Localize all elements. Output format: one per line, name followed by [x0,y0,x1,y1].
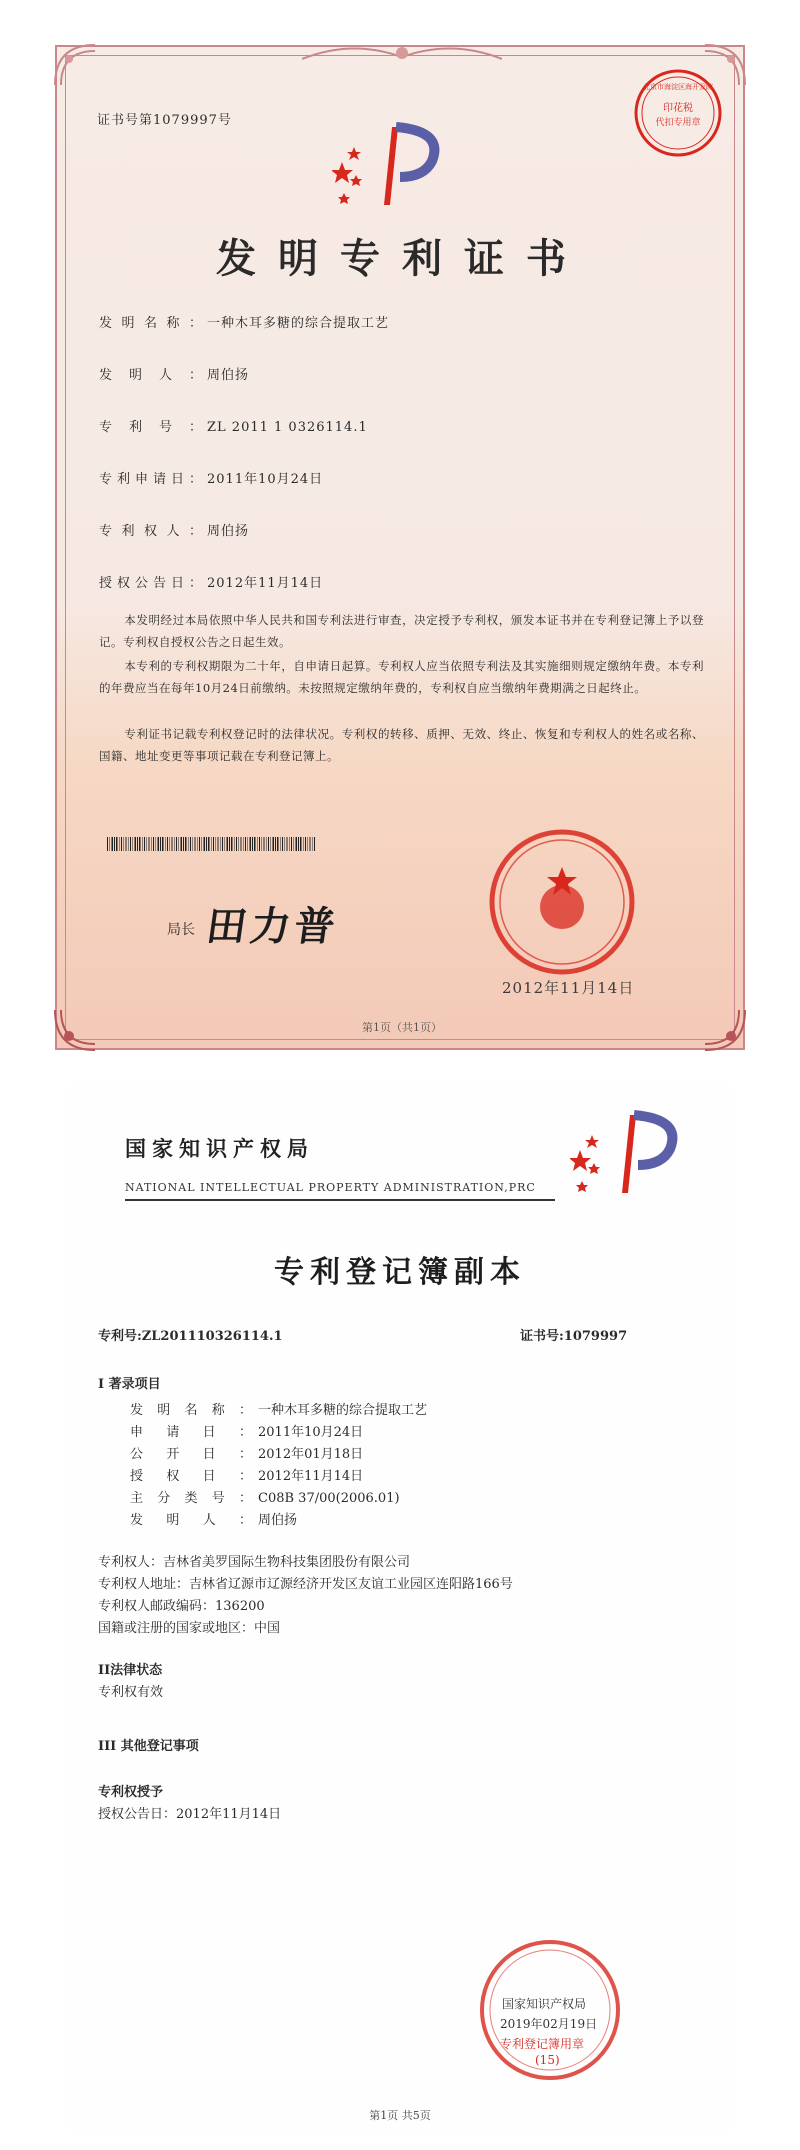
register-field [130,1509,297,1528]
stamp-name: 专利登记簿用章 [500,2037,585,2051]
register-cert-number: 证书号:1079997 [520,1329,628,1344]
section-other-items: III 其他登记事项 [98,1739,199,1754]
stamp-text-1: 印花税 [663,103,693,114]
section-bibliographic: I 著录项目 [98,1377,161,1392]
field-value: 周伯扬 [207,368,250,383]
patent-certificate [55,45,745,1050]
field-patentee [99,520,249,539]
stamp-text-top: 北京市海淀区海开发院 [643,83,713,91]
national-seal-icon [487,827,637,977]
stamp-org: 国家知识产权局 [502,1997,587,2011]
holder-line: 专利权人地址：吉林省辽源市辽源经济开发区友谊工业园区连阳路166号 [98,1577,513,1592]
section-legal-status: II法律状态 [98,1663,163,1678]
field-value: 2011年10月24日 [258,1425,364,1440]
field-value: C08B 37/00(2006.01) [258,1491,400,1506]
field-value: ZL 2011 1 0326114.1 [207,420,368,435]
field-label: 专利号： [99,420,203,435]
tax-stamp-icon [632,67,724,159]
field-value: 一种木耳多糖的综合提取工艺 [207,316,390,331]
register-field [130,1487,400,1506]
field-value: 周伯扬 [258,1513,298,1528]
register-title: 专利登记簿副本 [274,1255,526,1290]
top-ornament-icon [302,39,502,69]
field-grant-date [99,572,323,591]
certificate-number: 证书号第1079997号 [97,113,232,128]
holder-line: 国籍或注册的国家或地区：中国 [98,1621,281,1636]
stamp-code: (15) [535,2053,560,2067]
stamp-date: 2019年02月19日 [500,2017,598,2031]
register-field [130,1421,363,1440]
grant-date: 授权公告日：2012年11月14日 [98,1807,282,1822]
field-label: 发明人： [130,1513,252,1528]
register-field [130,1399,427,1418]
field-value: 2012年01月18日 [258,1447,364,1462]
field-invention-name [99,312,389,331]
field-value: 2011年10月24日 [207,472,324,487]
certificate-paragraph: 专利证书记载专利权登记时的法律状况。专利权的转移、质押、无效、终止、恢复和专利权人的姓名或名称、国籍、地址变更等事项记载在专利登记簿上。 [99,727,704,763]
field-value: 周伯扬 [207,524,250,539]
holder-line: 专利权人邮政编码：136200 [98,1599,265,1614]
director-signature: 田力普 [203,904,342,950]
field-label: 申请日： [130,1425,252,1440]
field-label: 授权日： [130,1469,252,1484]
field-label: 发明名称： [99,316,203,331]
seal-date: 2012年11月14日 [502,979,635,997]
field-application-date [99,468,323,487]
field-label: 专利权人： [99,524,203,539]
corner-ornament-icon [53,43,97,87]
barcode [107,837,315,851]
field-value: 2012年11月14日 [207,576,324,591]
field-label: 授权公告日： [99,576,203,591]
certificate-paragraph: 本发明经过本局依照中华人民共和国专利法进行审查，决定授予专利权，颁发本证书并在专利登记簿上予以登记。专利权自授权公告之日起生效。 [99,613,704,649]
field-value: 2012年11月14日 [258,1469,364,1484]
stamp-text-2: 代扣专用章 [655,118,701,128]
cnipa-logo-icon [570,1105,690,1195]
legal-status: 专利权有效 [98,1685,164,1700]
register-field [130,1443,363,1462]
field-label: 主分类号： [130,1491,252,1506]
organization-name-en: NATIONAL INTELLECTUAL PROPERTY ADMINISTRATION,PRC [125,1181,536,1194]
field-label: 公开日： [130,1447,252,1462]
organization-name: 国家知识产权局 [125,1136,314,1161]
certificate-title: 发明专利证书 [216,235,588,282]
grant-heading: 专利权授予 [98,1785,164,1800]
field-label: 发明名称： [130,1403,252,1418]
page-info: 第1页（共1页） [362,1021,442,1034]
field-value: 一种木耳多糖的综合提取工艺 [258,1403,428,1418]
cnipa-logo-icon [332,117,452,207]
director-label: 局长 [167,922,195,938]
register-field [130,1465,363,1484]
register-patent-number: 专利号:ZL201110326114.1 [98,1329,283,1344]
page-info: 第1页 共5页 [369,2109,431,2122]
field-inventor [99,364,249,383]
holder-line: 专利权人：吉林省美罗国际生物科技集团股份有限公司 [98,1555,411,1570]
field-patent-number [99,416,368,435]
certificate-paragraph: 本专利的专利权期限为二十年，自申请日起算。专利权人应当依照专利法及其实施细则规定缴纳年费。本专利的年费应当在每年10月24日前缴纳。未按照规定缴纳年费的，专利权自应当缴纳年费期满之日起终止。 [99,659,704,695]
header-divider [125,1199,555,1201]
patent-register-copy [70,1085,730,2130]
field-label: 专利申请日： [99,472,203,487]
field-label: 发明人： [99,368,203,383]
